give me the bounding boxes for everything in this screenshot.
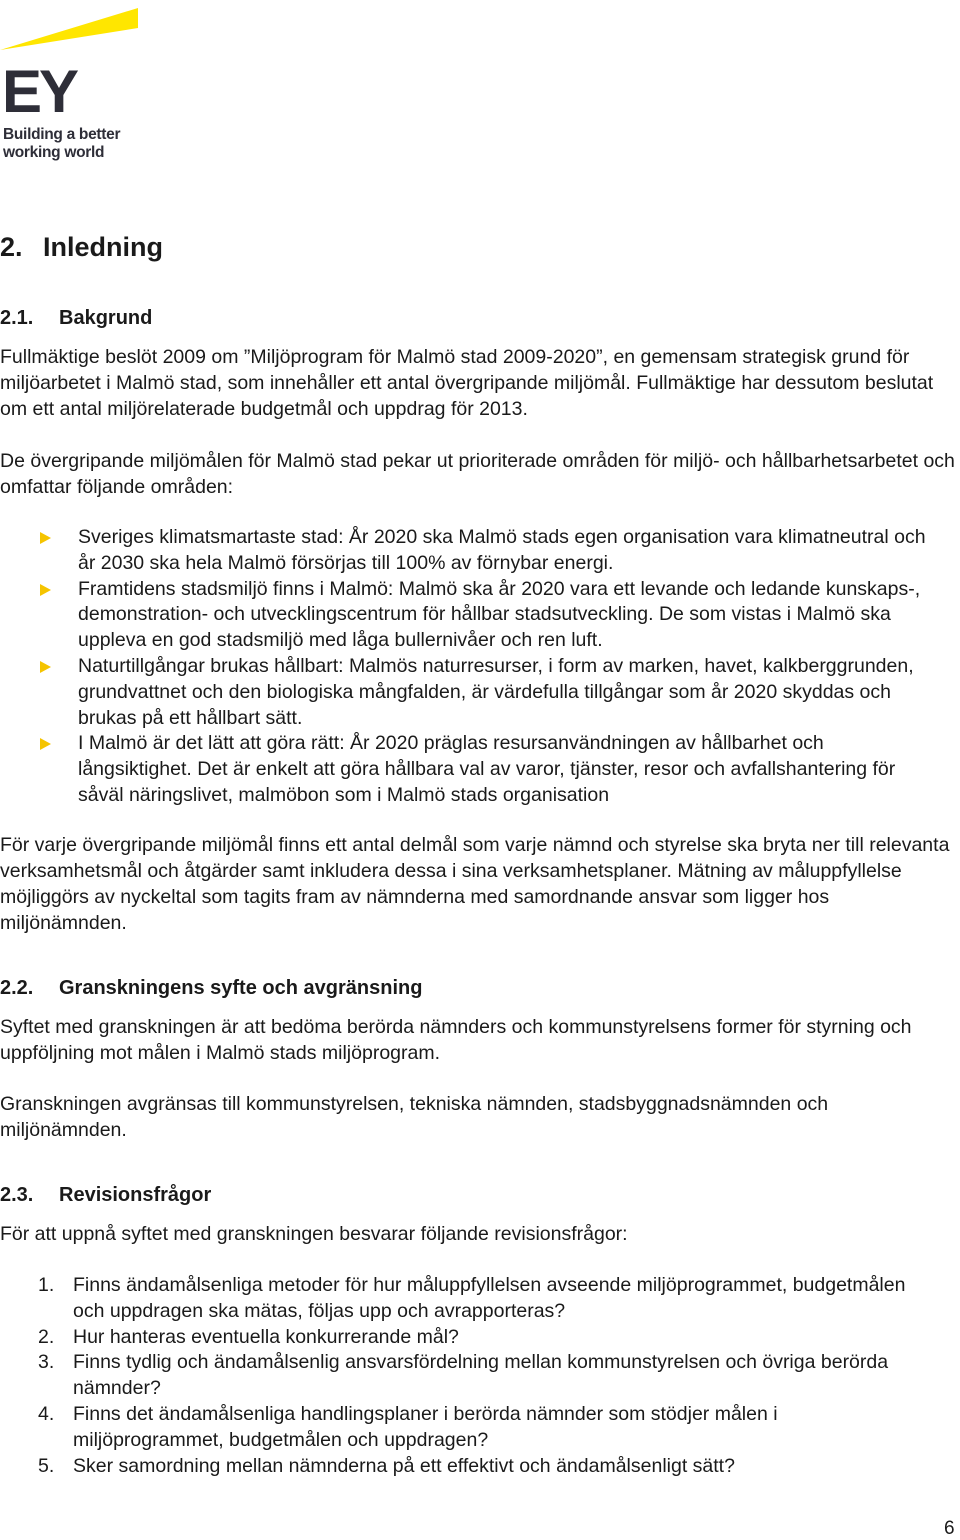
list-item bbox=[0, 731, 938, 808]
logo-tagline-line2: working world bbox=[3, 144, 105, 161]
list-item bbox=[0, 577, 938, 654]
chapter-heading bbox=[0, 232, 163, 263]
list-item bbox=[0, 654, 938, 731]
bullet-triangle-icon bbox=[40, 584, 51, 596]
bullet-triangle-icon bbox=[40, 532, 51, 544]
section-number: 2.2. bbox=[0, 977, 34, 999]
section-number: 2.3. bbox=[0, 1184, 34, 1206]
list-item-text: Framtidens stadsmiljö finns i Malmö: Malmö ska år 2020 vara ett levande och ledande kunskaps-, demonstration- och utvecklingscentrum för hållbar stadsutveckling. De som vistas i Malmö ska uppleva en god stadsmiljö med låga bullernivåer och ren luft. bbox=[78, 577, 921, 652]
list-item bbox=[0, 525, 938, 577]
paragraph: För varje övergripande miljömål finns ett antal delmål som varje nämnd och styrelse ska bryta ner till relevanta verksamhetsmål och åtgärder samt inkludera dessa i sina verksamhetsplaner. Mätning av måluppfyllelse möjliggörs av nyckeltal som tagits fram av nämnderna med samordnande ansvar som ligger hos miljönämnden. bbox=[0, 834, 950, 934]
list-item-text: Hur hanteras eventuella konkurrerande mål? bbox=[73, 1325, 459, 1348]
list-item-number: 3. bbox=[38, 1351, 55, 1374]
list-item-text: Sveriges klimatsmartaste stad: År 2020 ska Malmö stads egen organisation vara klimatneutral och år 2030 ska hela Malmö försörjas till 100% av förnybar energi. bbox=[78, 526, 926, 574]
bullet-triangle-icon bbox=[40, 661, 51, 673]
logo-mark: EY bbox=[2, 58, 77, 125]
section-number: 2.1. bbox=[0, 307, 34, 329]
list-item-number: 2. bbox=[38, 1325, 55, 1348]
list-item-number: 1. bbox=[38, 1274, 55, 1296]
logo-tagline-line1: Building a better bbox=[3, 126, 121, 143]
bullet-list bbox=[0, 525, 960, 809]
page-number: 6 bbox=[944, 1518, 955, 1539]
list-item-number: 4. bbox=[38, 1402, 55, 1425]
section-heading-bakgrund bbox=[0, 307, 152, 330]
chapter-title: Inledning bbox=[43, 232, 163, 262]
list-item-text: Naturtillgångar brukas hållbart: Malmös naturresurser, i form av marken, havet, kalkberggrunden, grundvattnet och den biologiska mångfalden, är värdefulla tillgångar som år 2020 skyddas och brukas på ett hållbart sätt. bbox=[78, 654, 914, 729]
list-item bbox=[0, 1454, 933, 1480]
paragraph: Granskningen avgränsas till kommunstyrelsen, tekniska nämnden, stadsbyggnadsnämnden och miljönämnden. bbox=[0, 1093, 829, 1141]
list-item-text: Finns tydlig och ändamålsenlig ansvarsfördelning mellan kommunstyrelsen och övriga berörda nämnder? bbox=[73, 1351, 889, 1400]
list-item bbox=[0, 1402, 933, 1454]
ey-logo bbox=[0, 0, 150, 165]
section-title: Bakgrund bbox=[59, 307, 153, 329]
list-item bbox=[0, 1325, 933, 1351]
list-item-text: Finns ändamålsenliga metoder för hur måluppfyllelsen avseende miljöprogrammet, budgetmålen och uppdragen ska mätas, följas upp och avrapporteras? bbox=[73, 1274, 906, 1322]
list-item-text: Finns det ändamålsenliga handlingsplaner i berörda nämnder som stödjer målen i miljöprogrammet, budgetmålen och uppdragen? bbox=[73, 1402, 778, 1451]
bullet-triangle-icon bbox=[40, 738, 51, 750]
logo-tagline bbox=[3, 126, 120, 162]
section-heading-revisionsfragor bbox=[0, 1184, 211, 1207]
list-item-number: 5. bbox=[38, 1454, 55, 1477]
chapter-number: 2. bbox=[0, 232, 23, 262]
paragraph: Syftet med granskningen är att bedöma berörda nämnders och kommunstyrelsens former för styrning och uppföljning mot målen i Malmö stads miljöprogram. bbox=[0, 1016, 912, 1064]
section-title: Granskningens syfte och avgränsning bbox=[59, 977, 423, 999]
paragraph: För att uppnå syftet med granskningen besvarar följande revisionsfrågor: bbox=[0, 1223, 628, 1245]
list-item bbox=[0, 1350, 933, 1402]
list-item bbox=[0, 1273, 933, 1325]
section-heading-syfte bbox=[0, 977, 422, 1000]
list-item-text: I Malmö är det lätt att göra rätt: År 2020 präglas resursanvändningen av hållbarhet och långsiktighet. Det är enkelt att göra hållbara val av varor, tjänster, resor och avfallshantering för såväl näringslivet, malmöbon som i Malmö stads organisation bbox=[78, 732, 896, 806]
list-item-text: Sker samordning mellan nämnderna på ett effektivt och ändamålsenligt sätt? bbox=[73, 1454, 735, 1477]
paragraph: De övergripande miljömålen för Malmö stad pekar ut prioriterade områden för miljö- och hållbarhetsarbetet och omfattar följande områden: bbox=[0, 450, 955, 498]
section-title: Revisionsfrågor bbox=[59, 1184, 212, 1206]
paragraph: Fullmäktige beslöt 2009 om ”Miljöprogram för Malmö stad 2009-2020”, en gemensam strategisk grund för miljöarbetet i Malmö stad, som innehåller ett antal övergripande miljömål. Fullmäktige har dessutom beslutat om ett antal miljörelaterade budgetmål och uppdrag för 2013. bbox=[0, 346, 934, 420]
question-list bbox=[0, 1273, 960, 1479]
